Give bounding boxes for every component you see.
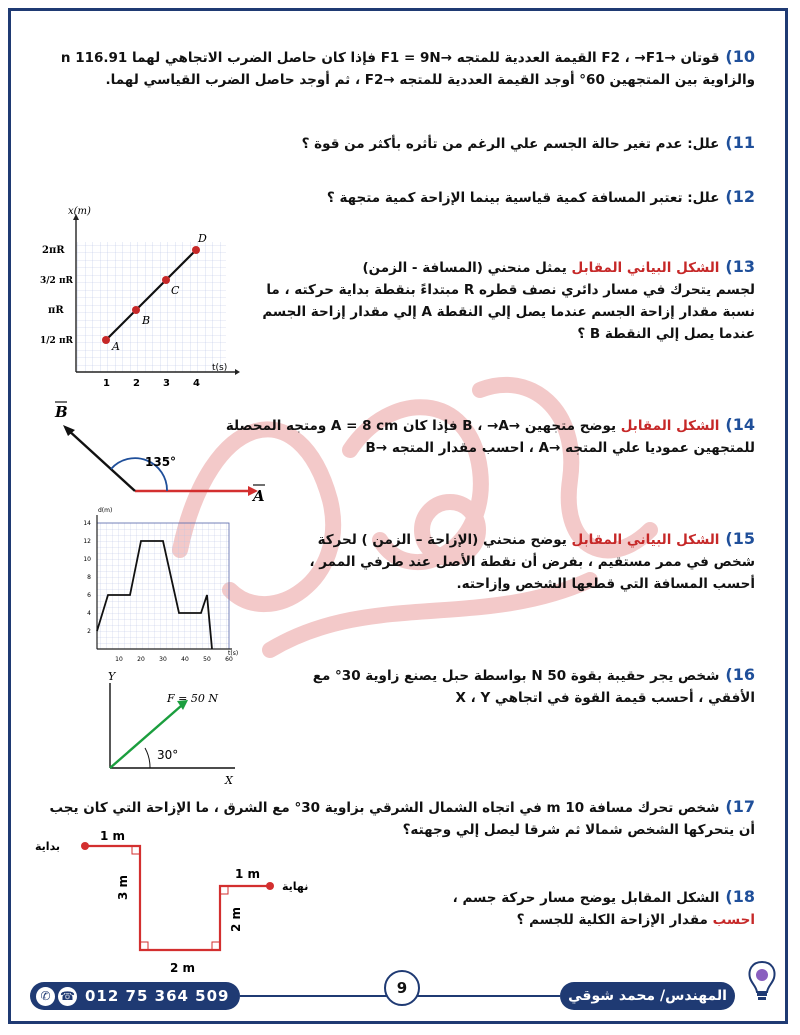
end-label: نهاية (282, 880, 309, 893)
x-tick-label: 30 (159, 656, 167, 663)
segment-label: 1 m (100, 829, 126, 843)
x-tick-label: 40 (181, 656, 189, 663)
question-text: يمثل منحني (المسافة - الزمن) (362, 260, 572, 276)
question-number: 15) (725, 529, 755, 548)
y-axis-label: x(m) (68, 206, 91, 217)
question-text: شخص يجر حقيبة بقوة 50 N بواسطة حبل يصنع زاوية 30° مع الأفقي ، أحسب قيمة القوة في اتجاهي X ، Y (312, 668, 755, 706)
y-axis-label: d(m) (98, 507, 113, 514)
y-tick-label: 10 (83, 556, 91, 563)
segment-label: 1 m (235, 867, 261, 881)
question-number: 13) (725, 257, 755, 276)
x-tick-label: 1 (103, 378, 110, 389)
x-tick-label: 50 (203, 656, 211, 663)
whatsapp-icon: ✆ (36, 987, 55, 1006)
y-axis-label: Y (108, 670, 116, 683)
x-tick-label: 3 (163, 378, 170, 389)
question-text: يوضح متجهين →B ، →A فإذا كان A = 8 cm ومتجه المحصلة للمتجهين عموديا علي المتجه →A ، احسب مقدار المتجه →B (225, 418, 755, 456)
x-axis-label: t(s) (228, 650, 239, 657)
question-text: يوضح منحني (الإزاحة – الزمن ) لحركة شخص في ممر مستقيم ، بفرض أن نقطة الأصل عند طرفي الممر ، أحسب المسافة التي قطعها الشخص وإزاحته. (309, 532, 755, 592)
y-tick-label: 12 (83, 538, 91, 545)
point-d (192, 246, 200, 254)
question-number: 14) (725, 415, 755, 434)
question-number: 11) (725, 133, 755, 152)
question-15 (295, 528, 755, 595)
question-text: علل: تعتبر المسافة كمية قياسية بينما الإزاحة كمية متجهة ؟ (326, 190, 720, 206)
point-b (132, 306, 140, 314)
segment-label: 2 m (170, 961, 196, 975)
x-axis-arrow (235, 369, 240, 375)
point-a-label: A (112, 340, 120, 353)
force-label: F = 50 N (167, 692, 218, 705)
question-label: الشكل البياني المقابل (571, 532, 720, 548)
end-point (266, 882, 274, 890)
x-axis-label: t(s) (212, 363, 228, 373)
y-tick-label: 6 (87, 592, 91, 599)
question-text: علل: عدم تغير حالة الجسم علي الرغم من تأثره بأكثر من قوة ؟ (301, 136, 720, 152)
question-text: لجسم يتحرك في مسار دائري نصف قطره R مبتداءً بنقطة بداية حركته ، ما نسبة مقدار إزاحة الجسم عندما يصل إلي النقطة A إلي مقدار إزاحة الجسم عندما يصل إلي النقطة B ؟ (262, 282, 755, 342)
page-number: 9 (384, 970, 420, 1006)
x-tick-label: 2 (133, 378, 140, 389)
x-axis-label: X (225, 774, 233, 787)
vectors-diagram (45, 398, 275, 503)
question-label: الشكل المقابل (620, 418, 720, 434)
y-tick-label: 14 (83, 520, 91, 527)
question-text: شخص تحرك مسافة 10 m في اتجاه الشمال الشرقي بزاوية 30° مع الشرق ، ما الإزاحة التي كان يجب أن يتحركها الشخص شمالا ثم شرقا ليصل إلي وجهته؟ (49, 800, 755, 838)
point-c (162, 276, 170, 284)
question-number: 17) (725, 797, 755, 816)
question-18 (440, 886, 755, 931)
angle-label: 30° (157, 748, 179, 762)
question-number: 12) (725, 187, 755, 206)
question-16 (290, 664, 755, 709)
right-angle-marks (132, 846, 228, 950)
question-11 (30, 132, 755, 155)
point-c-label: C (171, 284, 180, 297)
x-tick-label: 10 (115, 656, 123, 663)
path-diagram (35, 820, 335, 980)
x-tick-label: 60 (225, 656, 233, 663)
y-tick-label: 2 (87, 628, 91, 635)
question-number: 16) (725, 665, 755, 684)
y-tick-label: 3/2 πR (40, 276, 74, 286)
phone-icon: ☎ (58, 987, 77, 1006)
author-name: المهندس/ محمد شوقي (560, 982, 735, 1010)
vector-a-label: A (253, 487, 265, 503)
question-number: 10) (725, 47, 755, 66)
y-tick-label: 4 (87, 610, 91, 617)
start-label: بداية (35, 840, 61, 853)
question-label: احسب (712, 912, 755, 928)
question-13 (240, 256, 755, 345)
lightbulb-logo-icon (745, 958, 779, 1002)
phone-badge (30, 982, 240, 1010)
question-text: قوتان →F2 ، →F1 القيمة العددية للمتجه →F1 = 9N فإذا كان حاصل الضرب الاتجاهي لهما 116.91 n والزاوية بين المتجهين 60° أوجد القيمة العددية للمتجه →F2 ، ثم أوجد حاصل الضرب القياسي لهما. (60, 50, 755, 88)
question-14 (225, 414, 755, 459)
y-tick-label: πR (48, 305, 64, 316)
start-point (81, 842, 89, 850)
vector-b-label: B (55, 403, 68, 421)
x-tick-label: 4 (193, 378, 200, 389)
question-text: الشكل المقابل يوضح مسار حركة جسم ، (452, 890, 720, 906)
angle-arc (145, 748, 150, 768)
distance-time-graph (40, 200, 240, 395)
question-10 (30, 46, 755, 91)
displacement-time-graph (82, 505, 242, 665)
force-components-diagram (95, 668, 245, 788)
point-a (102, 336, 110, 344)
point-b-label: B (142, 314, 151, 327)
y-tick-label: 1/2 πR (40, 336, 74, 346)
phone-number: 012 75 364 509 (85, 987, 230, 1005)
y-tick-label: 8 (87, 574, 91, 581)
x-tick-label: 20 (137, 656, 145, 663)
motion-path (85, 846, 270, 950)
grid (76, 242, 226, 372)
segment-label: 2 m (229, 906, 243, 932)
segment-label: 3 m (116, 874, 130, 900)
question-text: مقدار الإزاحة الكلية للجسم ؟ (516, 912, 713, 928)
angle-label: 135° (145, 455, 177, 469)
y-tick-label: 2πR (42, 245, 65, 256)
point-d-label: D (198, 232, 207, 245)
question-label: الشكل البياني المقابل (571, 260, 720, 276)
question-number: 18) (725, 887, 755, 906)
